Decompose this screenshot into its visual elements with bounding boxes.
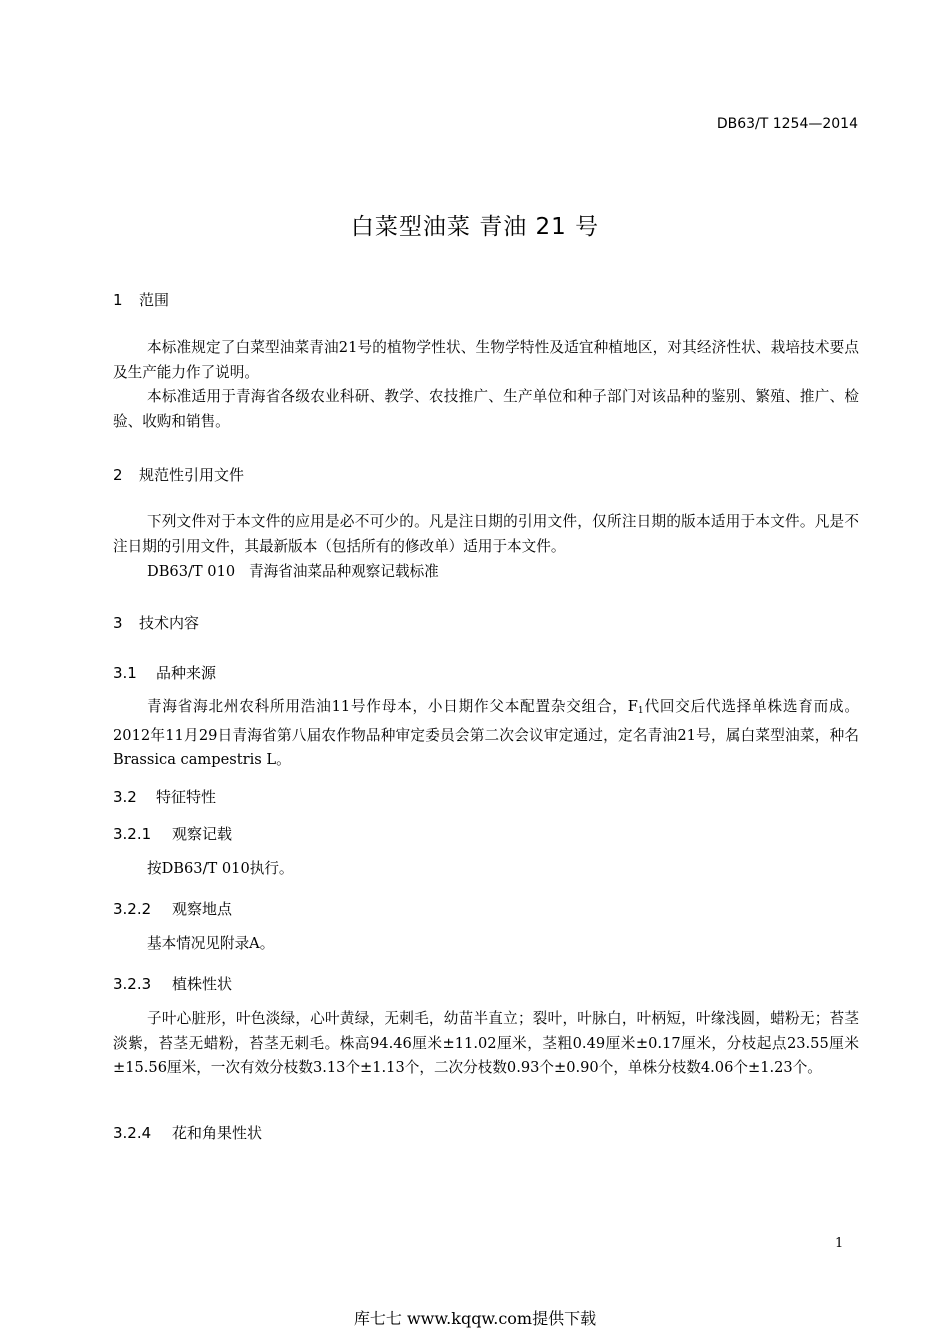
section-title: 范围	[139, 291, 170, 309]
page-number: 1	[835, 1236, 844, 1251]
section-title: 观察地点	[172, 900, 233, 918]
section-3-heading	[113, 612, 199, 633]
paragraph-text: 青海省海北州农科所用浩油11号作母本，小日期作父本配置杂交组合，F	[147, 698, 638, 715]
paragraph-text: 代回交后代选择单株选育而成。2012年11月29日青海省第八届农作物品种审定委员会第二次会议审定通过，定名青油21号，属白菜型油菜，种名Brassica campestris L。	[113, 698, 859, 768]
section-2-heading	[113, 464, 244, 485]
paragraph: 本标准规定了白菜型油菜青油21号的植物学性状、生物学特性及适宜种植地区，对其经济性状、栽培技术要点及生产能力作了说明。	[113, 339, 859, 381]
section-3-1-heading	[113, 662, 216, 683]
section-number: 3.2	[113, 788, 137, 806]
paragraph	[113, 695, 859, 773]
paragraph: 本标准适用于青海省各级农业科研、教学、农技推广、生产单位和种子部门对该品种的鉴别、繁殖、推广、检验、收购和销售。	[113, 388, 859, 430]
section-number: 3.2.1	[113, 825, 152, 843]
section-number: 3.2.4	[113, 1124, 152, 1142]
section-title: 品种来源	[156, 664, 217, 682]
section-title: 技术内容	[139, 614, 200, 632]
paragraph: 基本情况见附录A。	[147, 935, 275, 952]
paragraph: 按DB63/T 010执行。	[147, 860, 294, 877]
paragraph: 子叶心脏形，叶色淡绿，心叶黄绿，无刺毛，幼苗半直立；裂叶，叶脉白，叶柄短，叶缘浅圆，蜡粉无；苔茎淡紫，苔茎无蜡粉，苔茎无刺毛。株高94.46厘米±11.02厘米，茎粗0.49厘米±0.17厘米，分枝起点23.55厘米±15.56厘米，一次有效分枝数3.13个±1.13个，二次分枝数0.93个±0.90个，单株分枝数4.06个±1.23个。	[113, 1010, 859, 1076]
section-number: 1	[113, 291, 123, 309]
section-3-2-3-heading	[113, 973, 232, 994]
section-title: 特征特性	[156, 788, 217, 806]
section-title: 规范性引用文件	[139, 466, 245, 484]
section-3-2-1-heading	[113, 823, 232, 844]
section-title: 花和角果性状	[172, 1124, 263, 1142]
section-3-2-heading	[113, 786, 216, 807]
normative-reference: DB63/T 010 青海省油菜品种观察记载标准	[147, 563, 439, 580]
section-number: 3.1	[113, 664, 137, 682]
section-number: 3	[113, 614, 123, 632]
footer-link[interactable]: 库七七 www.kqqw.com提供下载	[353, 1309, 597, 1328]
section-title: 植株性状	[172, 975, 233, 993]
subscript: 1	[637, 706, 644, 716]
standard-code: DB63/T 1254—2014	[716, 116, 858, 132]
section-title: 观察记载	[172, 825, 233, 843]
document-title: 白菜型油菜 青油 21 号	[350, 214, 600, 240]
section-3-2-2-heading	[113, 898, 232, 919]
section-number: 3.2.2	[113, 900, 152, 918]
section-3-2-4-heading	[113, 1122, 262, 1143]
section-1-heading	[113, 289, 169, 310]
section-number: 3.2.3	[113, 975, 152, 993]
section-number: 2	[113, 466, 123, 484]
paragraph: 下列文件对于本文件的应用是必不可少的。凡是注日期的引用文件，仅所注日期的版本适用于本文件。凡是不注日期的引用文件，其最新版本（包括所有的修改单）适用于本文件。	[113, 513, 859, 555]
